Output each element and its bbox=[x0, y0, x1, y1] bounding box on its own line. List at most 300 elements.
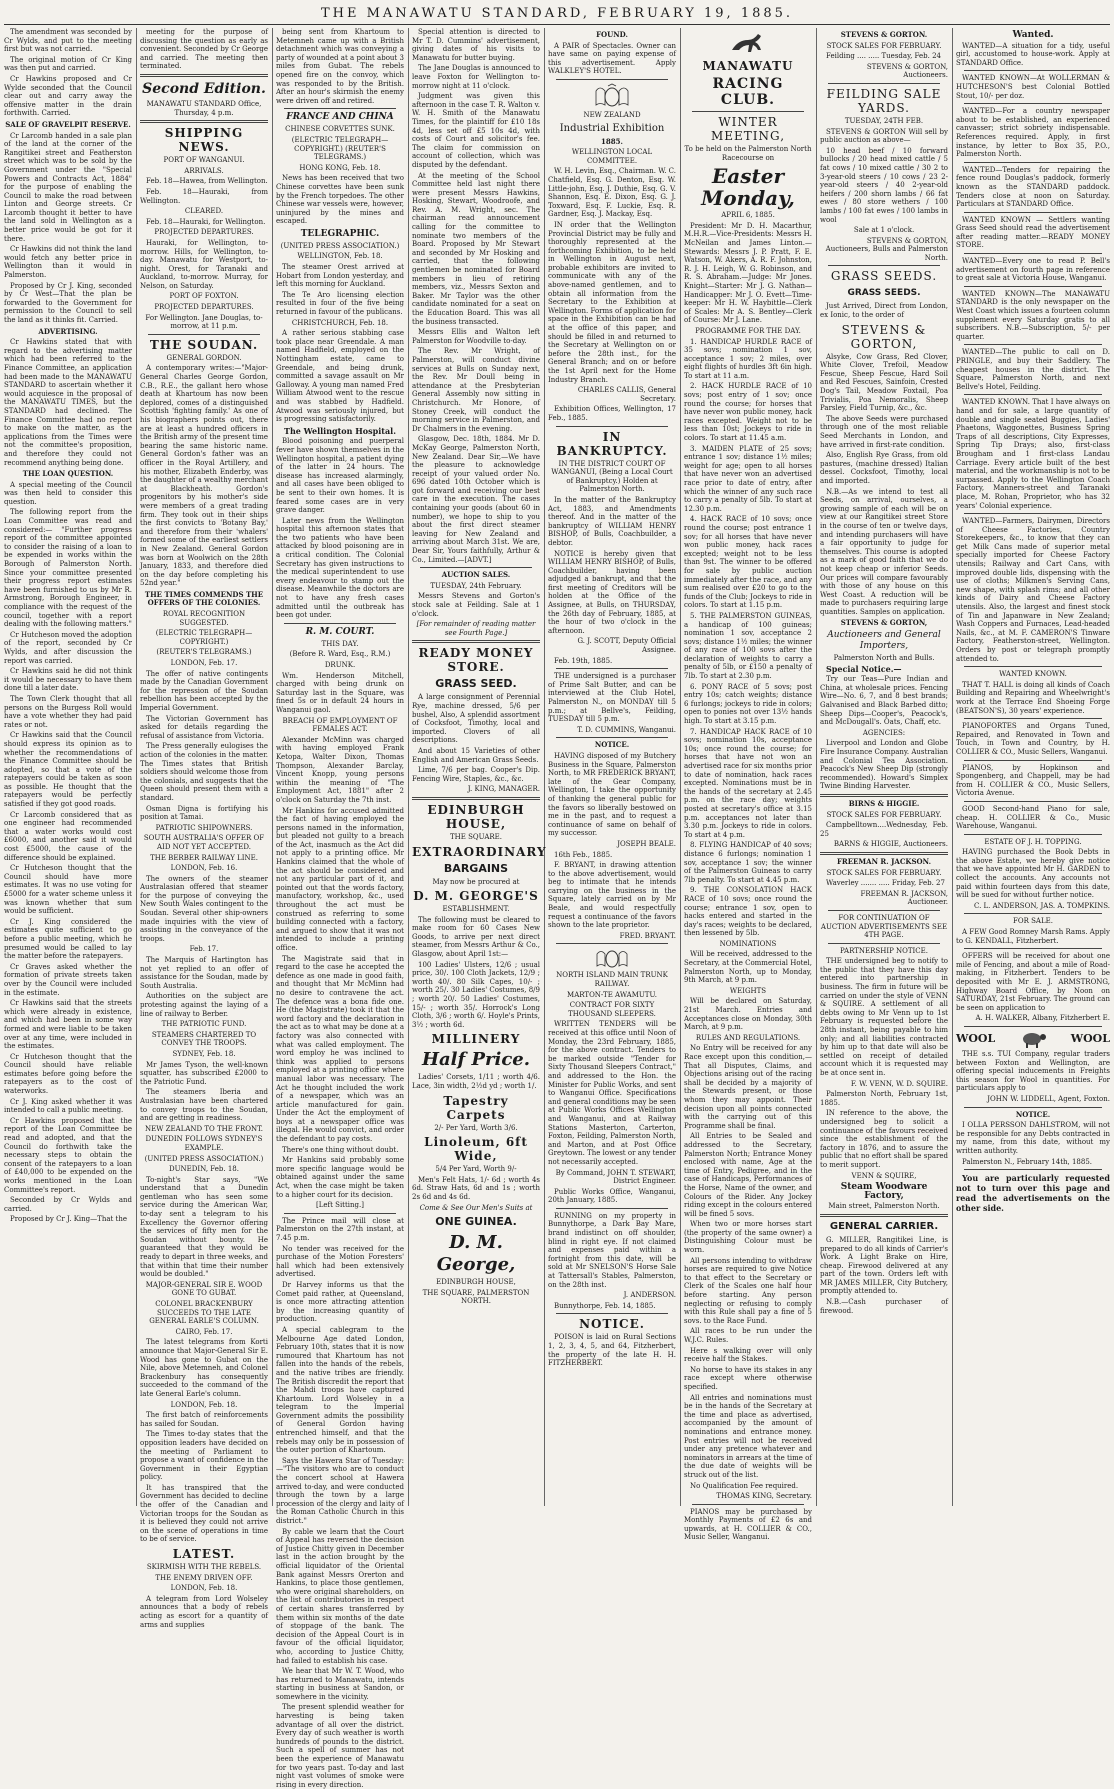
list-item: 3. MAIDEN PLATE of 25 sovs; entrance 1 sov; distance 1½ miles; weight for age; open to all horses that have never won an advertised race prior to date of entry, after which the winner of any such race to carry a penalty of 5lb. To start at 12.30 p.m. bbox=[684, 444, 812, 513]
subheading: ARRIVALS. bbox=[184, 166, 224, 175]
subheading: (Before R. Ward, Esq., R.M.) bbox=[289, 650, 391, 659]
notice-footer: You are particularly requested not to turn over this page and read the advertisements on the other side. bbox=[956, 1173, 1110, 1214]
signature: T. D. CUMMINS, Wanganui. bbox=[577, 725, 676, 734]
sheep-icon bbox=[1018, 1030, 1048, 1048]
paragraph: The present splendid weather for harvesting is being taken advantage of all over the district. Every day of such weather is worth hundreds of pounds to the district. Such a spell of summer has not been the experience of Manawatu for two years past. To-day and last night vast volumes of smoke were rising in every direction. bbox=[276, 1703, 404, 1789]
paragraph: The Rev. Mr Wright, of Palmerston, will conduct divine services at Bulls on Sunday next, the Rev. Mr Doull being in attendance at the Presbyterian General Assembly now sitting in Christchurch. Mr Honore, of Stoney Creek, will conduct the morning service in Palmerston, and Dr Chalmers in the evening. bbox=[412, 347, 540, 433]
subheading: APRIL 6, 1885. bbox=[721, 211, 775, 220]
paragraph: 100 Ladies' Ulsters, 12/6 ; usual price, 30/. 100 Cloth Jackets, 12/9 ; worth 40/. 80 Silk Capes, 10/- ; worth 25/. 30 Ladies' Costumes, 8/9 ; worth 20/. 50 Ladies' Costumes, 15/- ; worth 35/. Horrock's Long Cloth, 3/6 ; worth 6/. Hoyle's Prints, 3½ ; worth 6d. bbox=[412, 960, 540, 1029]
subheading: PROJECTED DEPARTURES. bbox=[154, 303, 254, 312]
classified-ad: WANTED—A situation for a tidy, useful girl, accustomed to house-work. Apply at STANDARD Office. bbox=[956, 41, 1110, 67]
subheading: SOUTH AUSTRALIA'S OFFER OF AID NOT YET ACCEPTED. bbox=[143, 834, 265, 851]
paragraph: The following must be cleared to make room for 60 Cases New Goods, to arrive per next direct steamer, from Messrs Arthur & Co., Glasgow, about April 1st:— bbox=[412, 915, 540, 959]
paragraph: Ladies' Corsets, 1/11 ; worth 4/6. Lace, 3in width, 2½d yd ; worth 1/. bbox=[412, 1073, 540, 1090]
paragraph: When two or more horses start (the property of the same owner) a Distinguishing Colour must be worn. bbox=[684, 1220, 812, 1255]
subheading: 5/4 Per Yard, Worth 9/- bbox=[435, 1165, 517, 1174]
divider bbox=[556, 79, 668, 80]
divider bbox=[964, 1107, 1102, 1108]
section-heading: TELEGRAPHIC. bbox=[300, 228, 380, 239]
column-4 bbox=[412, 28, 547, 1506]
divider bbox=[828, 83, 940, 84]
signature: VENN & SQUIRE, bbox=[851, 1171, 917, 1180]
paragraph: Feb. 19th, 1885. bbox=[554, 656, 613, 665]
divider bbox=[284, 1213, 396, 1214]
wool-label: WOOL bbox=[1070, 1031, 1110, 1045]
paragraph: Cr Hawkins did not think the land would fetch any better price in Wellington than it would in Palmerston. bbox=[4, 245, 132, 280]
section-heading: Wanted. bbox=[1012, 30, 1054, 40]
list-item: 5. THE PALMERSTON GUINEAS, a handicap of 100 guineas; nomination 1 sov, acceptance 2 sovs; distance 1½ miles; the winner of any race of 100 sovs after the declaration of weights to carry a penalty of 5lb, or £150 a penalty of 7lb. To start at 2.30 p.m. bbox=[684, 611, 812, 681]
divider bbox=[820, 794, 948, 797]
paragraph: Cr Hawkins proposed and Cr Wylde seconded that the Council clear out and carry away the offensive matter in the drain forthwith. Carried. bbox=[4, 74, 132, 118]
paragraph: There's one thing without doubt. bbox=[282, 1145, 399, 1154]
paragraph: And about 15 Varieties of other English and American Grass Seeds. bbox=[412, 746, 540, 764]
section-heading: IN BANKRUPTCY. bbox=[556, 429, 668, 458]
paragraph: The Te Aro licensing election resulted in four of the five being returned in favour of the publicans. bbox=[276, 290, 404, 317]
paragraph: No horse to have its stakes in any race except where otherwise specified. bbox=[684, 1365, 812, 1391]
paragraph: No tender was received for the purchase of the Motion Foresters' hall which had been extensively advertised. bbox=[276, 1244, 404, 1279]
column-rule bbox=[408, 28, 409, 1506]
divider bbox=[820, 1214, 948, 1217]
divider bbox=[964, 344, 1102, 345]
dateline: LONDON, Feb. 18. bbox=[170, 1584, 238, 1593]
paragraph: being sent from Khartoum to Metemneh came up with a British detachment which was conveying a party of wounded at a point about 3 miles from Gubat. The rebels opened fire on the convoy, which was responded to by the British. After an hour's skirmish the enemy were driven off and retired. bbox=[276, 28, 404, 105]
subheading: DRUNK. bbox=[324, 661, 356, 669]
paragraph: Dr Harvey informs us that the Comet paid rather, at Queensland, is once more attracting attention by the increasing quantity of production. bbox=[276, 1280, 404, 1324]
list-item: 4. HACK RACE of 10 sovs; once round the course; post entrance 1 sov; for all horses that have never won public money, hack races excepted; weight not to be less than 9st. The winner to be offered for sale by public auction immediately after the race, and any sum realised over £20 to go to the funds of the Club; Jockeys to ride in colors. To start at 1.15 p.m. bbox=[684, 515, 812, 610]
list-item: 6. PONY RACE of 5 sovs; post entry 10s; catch weights; distance 6 furlongs; jockeys to ride in colors; open to ponies not over 13½ hands high. To start at 3.15 p.m. bbox=[684, 682, 812, 726]
divider bbox=[964, 513, 1102, 514]
column-rule bbox=[544, 28, 545, 1506]
classified-ad: PIANOS, by Hopkinson and Spongenberg, and Chappell, may be had from H. COLLIER & CO., Music Sellers, Victoria Avenue. bbox=[956, 763, 1110, 798]
paragraph: Glasgow, Dec. 18th, 1884. Mr D. McKay George, Palmerston North, New Zealand. Dear Sir,—We have the pleasure to acknowledge receipt of your valued order No. 696 dated 10th October which is got forward and receiving our best care in the execution. The cases containing your goods (about 60 in number), we hope to ship to you about the first direct steamer leaving for New Zealand and arriving about March 31st. We are, Dear Sir, Yours faithfully, Arthur & Co., Limited.—[ADVT.] bbox=[412, 435, 540, 564]
paragraph: To be held on the Palmerston North Racecourse on bbox=[684, 145, 812, 162]
paragraph: HAVING disposed of my Butchery Business in the Square, Palmerston North, to MR FREDERICK BRYANT, late of the Gear Company, Wellington, I take the opportunity of thanking the general public for the favors so liberally bestowed on me in the past, and to request a continuance of same on behalf of my successor. bbox=[548, 751, 676, 838]
paragraph: Public Works Office, Wanganui, 20th January, 1885. bbox=[548, 1187, 676, 1205]
ad-heading: Steam Woodware Factory, bbox=[840, 1182, 928, 1201]
column-rule bbox=[680, 28, 681, 1506]
subheading: PORT OF WANGANUI. bbox=[163, 156, 245, 165]
paragraph: Will be received, addressed to the Secretary, at the Commercial Hotel, Palmerston North, up to Monday, 9th March, at 9 p.m. bbox=[684, 950, 812, 985]
paragraph: Feilding .... ..... Tuesday, Feb. 24 bbox=[826, 52, 942, 61]
paragraph: The following report from the Loan Committee was read and considered:— "Further progress report of the committee appointed to consider the raising of a loan to be expended in works within the Borough of Palmerston North. Since your committee presented their progress report estimates have been furnished to us by Mr R. Armstrong, Borough Engineer, in compliance with the request of the council, together with a report dealing with the following matters." bbox=[4, 508, 132, 629]
paragraph: Messrs Stevens and Gorton's stock sale at Feilding. Sale at 1 o'clock. bbox=[412, 592, 540, 618]
divider bbox=[140, 120, 268, 123]
classified-ad: WANTED—The public to call on D. PRINGLE, and buy their Saddlery. The cheapest houses in the district. The Square, Palmerston North, and next Bellve's Hotel, Feilding. bbox=[956, 348, 1110, 391]
dateline: SYDNEY, Feb. 18. bbox=[172, 1049, 236, 1058]
edition-subtitle: MANAWATU STANDARD Office, Thursday, 4 p.m. bbox=[146, 99, 262, 117]
subheading: PATRIOTIC SHIPOWNERS. bbox=[155, 823, 253, 832]
ad-heading: RACING CLUB. bbox=[712, 76, 784, 108]
column-6 bbox=[684, 28, 812, 1542]
subheading: TUESDAY, 24TH FEB. bbox=[844, 116, 924, 125]
list-item: 8. FLYING HANDICAP of 40 sovs; distance 6 furlongs; nomination 1 sov, acceptance 1 sov; the winner of the Palmerston Guineas to carry 7lb penalty. To start at 4.45 p.m. bbox=[684, 841, 812, 884]
dateline: Feb. 17. bbox=[189, 945, 219, 954]
subheading: (UNITED PRESS ASSOCIATION.) bbox=[144, 1154, 264, 1163]
divider bbox=[964, 948, 1102, 949]
signature: STEVENS & GORTON, Auctioneers. bbox=[866, 62, 948, 80]
paragraph: Special attention is directed to Mr T. D. Cummins' advertisement, giving dates of his visits to Manawatu for butter buying. bbox=[412, 28, 540, 62]
paragraph: G. MILLER, Rangitikei Line, is prepared to do all kinds of Carrier's Work. A Light Brake on Hire, cheap. Firewood delivered at any part of the town. Orders left with MR JAMES MILLER, City Butchery, promptly attended to. bbox=[820, 1235, 948, 1296]
list-item: 2. HACK HURDLE RACE of 10 sovs; post entry of 1 sov; once round the course; for horses that have never won public money, hack races excepted. Weight not to be less than 10st; Jockeys to ride in colors. To start at 11.45 a.m. bbox=[684, 382, 812, 443]
paragraph: Mr Hankins said probably some more specific language would be obtained against under the same Act, when the case might be taken to a higher court for its decision. bbox=[276, 1156, 404, 1199]
paragraph: F. BRYANT, in drawing attention to the above advertisement, would beg to intimate that he intends carrying on the business in the Square, lately carried on by Mr Beale, and would respectfully request a continuance of the favors shown to the late proprietor. bbox=[548, 861, 676, 930]
column-5 bbox=[548, 28, 676, 1506]
subheading: THE TIMES COMMENDS THE OFFERS OF THE COLONIES. bbox=[144, 589, 264, 608]
paragraph: POISON is laid on Rural Sections 1, 2, 3, 4, 5, and 64, Fitzherbert, the property of the late H. H. FITZHERBERT. bbox=[548, 1333, 676, 1368]
column-rule bbox=[136, 28, 137, 1506]
ad-heading: Linoleum, 6ft Wide, bbox=[424, 1135, 528, 1164]
ad-heading: Half Price. bbox=[421, 1049, 531, 1071]
ad-heading: D. M. George, bbox=[436, 1232, 516, 1276]
paragraph: Palmerston North, February 1st, 1885. bbox=[820, 1090, 948, 1107]
paragraph: Also, English Rye Grass, from old pastures, (machine dressed) Italian dessel. Cocksfoot, Timothy, local and imported. bbox=[820, 451, 948, 485]
ad-heading: FEILDING SALE YARDS. bbox=[826, 86, 942, 115]
subheading: MARTON-TE AWAMUTU. bbox=[567, 990, 657, 999]
list-item: Hauraki, for Wellington, to-morrow. Hills, for Wellington, to-day. Manawatu for Westport, to-night. Orest, for Taranaki and Auckland, to-morrow. Murray, for Nelson, on Saturday. bbox=[140, 238, 268, 290]
paragraph: Cr Hawkins said that the streets which were already in existence, and which had been in some way formed and were liable to be taken over at any time, were included in the estimates. bbox=[4, 999, 132, 1051]
divider bbox=[556, 1313, 668, 1314]
paragraph: Cr Hawkins said he did not think it would be necessary to have them done till a later date. bbox=[4, 667, 132, 693]
paragraph: Cr Hutcheson thought that the Council should have more estimates. It was no use voting for £5000 for a water scheme unless it was known whether that sum would be sufficient. bbox=[4, 864, 132, 916]
list-item: Feb. 18—Hauraki, from Wellington. bbox=[140, 187, 268, 205]
masthead: THE MANAWATU STANDARD, FEBRUARY 19, 1885. bbox=[320, 6, 794, 21]
signature: J. ANDERSON. bbox=[623, 1291, 676, 1300]
divider bbox=[556, 668, 668, 669]
section-heading: R. M. COURT. bbox=[305, 626, 375, 637]
paragraph: A rather serious stabbing case took place near Greendale. A man named Hadfield, employed on the Nottingham estate, came to Greendale, and being drunk, committed a savage assault on Mr Galloway. A young man named Fred William Atwood went to the rescue and was stabbed by Hadfield. Atwood was seriously injured, but is progressing satisfactorily. bbox=[276, 329, 404, 424]
classified-ad: WANTED—Farmers, Dairymen, Directors of Cheese Factories, Country Storekeepers, &c., to know that they can get Milk Cans made of superior metal specially imported for Cheese Factory utensils; Railway and Cart Cans, with improved double lids, dispensing with the use of cloths; Milkmen's Serving Cans, new shape, with splash rims; and all other kinds of Dairy and Cheese Factory utensils. Also, the largest and finest stock of Tin and Japanware in New Zealand; Wash Coppers and Furnaces, Lead-headed Nails, &c., at M. F. CAMERON'S Tinware Factory, Featherston-street, Wellington. Orders by post or telegraph promptly attended to. bbox=[956, 517, 1110, 663]
section-heading: LATEST. bbox=[172, 1547, 236, 1562]
divider bbox=[964, 394, 1102, 395]
coat-of-arms-icon bbox=[592, 947, 632, 969]
subheading: Special Notice.— bbox=[826, 663, 902, 674]
coat-of-arms-icon bbox=[592, 83, 632, 109]
paragraph: Cr Graves asked whether the formation of private streets taken over by the Council were included in the estimate. bbox=[4, 962, 132, 997]
classified-ad: GOOD Second-hand Piano for sale, cheap. H. COLLIER & Co., Music Warehouse, Wanganui. bbox=[956, 804, 1110, 831]
ad-heading: BARGAINS bbox=[443, 861, 509, 875]
divider bbox=[964, 103, 1102, 104]
subheading: ESTABLISHMENT. bbox=[442, 905, 510, 914]
signature: JOHN W. LIDDELL, Agent, Foxton. bbox=[987, 1094, 1110, 1103]
paragraph: [For remainder of reading matter see Fourth Page.] bbox=[416, 620, 536, 637]
column-rule bbox=[272, 28, 273, 1506]
subheading: WANTED KNOWN. bbox=[999, 670, 1067, 679]
subheading: NOMINATIONS bbox=[719, 939, 777, 948]
subheading: ROYAL RECOGNITION SUGGESTED. bbox=[162, 610, 246, 627]
paragraph: Campbelltown....Wednesday, Feb. 25 bbox=[820, 821, 948, 838]
paragraph: No Qualification Fee required. bbox=[690, 1481, 799, 1490]
divider bbox=[964, 212, 1102, 213]
subheading: BREACH OF EMPLOYMENT OF FEMALES ACT. bbox=[282, 716, 398, 734]
subheading: Come & See Our Men's Suits at bbox=[419, 1203, 533, 1212]
subheading: SKIRMISH WITH THE REBELS. bbox=[146, 1563, 262, 1572]
signature: JOSEPH BEALE. bbox=[617, 839, 676, 848]
paragraph: No Entry will be received for any Race except upon this condition,—That all Disputes, Claims, and Objections arising out of the racing shall be decided by a majority of the Stewards present, or those whom they may appoint. Their decision upon all points connected with the carrying out of this Programme shall be final. bbox=[684, 1044, 812, 1130]
paragraph: Says the Hawera Star of Tuesday:—"The visitors who are to conduct the concert school at Hawera arrived to-day, and were conducted through the town by a large procession of the clergy and laity of the Roman Catholic Church in this district." bbox=[276, 1456, 404, 1525]
divider bbox=[412, 797, 540, 800]
paragraph: A large consignment of Perennial Rye, machine dressed, 5/6 per bushel, Also, A splendid assortment of Cocksfoot, Timothy, local and imported. Clovers of all descriptions. bbox=[412, 693, 540, 745]
ad-heading: Tapestry Carpets bbox=[443, 1093, 509, 1122]
signature: FRED. BRYANT. bbox=[619, 931, 676, 940]
dateline: LONDON, Feb. 18. bbox=[170, 1400, 238, 1409]
subheading: MAJOR-GENERAL SIR E. WOOD GONE TO GUBAT. bbox=[145, 1280, 263, 1298]
dateline: DUNEDIN, Feb. 18. bbox=[169, 1165, 239, 1174]
divider bbox=[820, 852, 948, 855]
classified-ad: WANTED KNOWN—The MANAWATU STANDARD is the only newspaper on the West Coast which issues a fourteen column supplement every Saturday gratis to all subscribers. N.B.—Subscription, 5/- per quarter. bbox=[956, 289, 1110, 341]
dateline: LONDON, Feb. 17. bbox=[170, 659, 238, 668]
subheading: May now be procured at bbox=[432, 877, 520, 886]
signature: By Command, JOHN T. STEWART, District Engineer. bbox=[555, 1168, 676, 1186]
ad-heading: WINTER MEETING, bbox=[710, 115, 786, 143]
section-heading: NOTICE. bbox=[579, 1317, 645, 1332]
subheading: THE ENEMY DRIVEN OFF. bbox=[155, 1573, 253, 1582]
paragraph: A telegram from Lord Wolseley announces that a body of rebels acting as escort for a quantity of arms and supplies bbox=[140, 1594, 268, 1629]
ad-heading: STEVENS & GORTON, bbox=[840, 618, 928, 628]
list-item: Feb. 18—Hauraki, for Wellington. bbox=[146, 217, 266, 226]
paragraph: The first batch of reinforcements has sailed for Soudan. bbox=[140, 1411, 268, 1428]
paragraph: A contemporary writes:—"Major-General Charles George Gordon, C.B., R.E., the gallant hero whose death at Khartoum has now been deplored, comes of a distinguished Scottish 'fighting family.' As one of his biographers points out, there are at least a hundred officers in the British army of the present time bearing the same historic name. General Gordon's father was an officer in the Royal Artillery, and his mother, Elizabeth Enderby, was the daughter of a wealthy merchant at Blackheath. Gordon's progenitors by his mother's side were members of a great trading firm. They took out in their ships the first convicts to 'Botany Bay,' and therefore from their 'whalers' formed some of the earliest settlers in New Zealand. General Gordon was born at Woolwich on the 28th January, 1833, and therefore died on the day before completing his 52nd year." bbox=[140, 364, 268, 588]
paragraph: It has transpired that the Government has decided to decline the offer of the Canadian and Victorian troops for the Soudan as it is believed they could not arrive on the scene of operations in time to be of service. bbox=[140, 1483, 268, 1544]
classified-ad: OFFERS will be received for about one mile of Fencing, and about a mile of Road-making, in Fitzherbert. Tenders to be deposited with Mr E. J. ARMSTRONG, Highway Board Office, by Noon on SATURDAY, 21st February. The ground can be seen on application to bbox=[956, 952, 1110, 1012]
section-heading: THE SOUDAN. bbox=[149, 337, 259, 352]
paragraph: Men's Felt Hats, 1/- 6d ; worth 4s 6d. Straw Hats, 6d and 1s ; worth 2s 6d and 4s 6d. bbox=[412, 1175, 540, 1201]
divider bbox=[692, 1504, 804, 1505]
signature: FREEMAN R. JACKSON, Auctioneer. bbox=[860, 889, 948, 907]
paragraph: The Prince mail will close at Palmerston on the 27th instant, at 7.45 p.m. bbox=[276, 1216, 404, 1242]
paragraph: Seconded by Cr Wylds and carried. bbox=[4, 1196, 132, 1213]
divider bbox=[556, 737, 668, 738]
subheading: CONTRACT FOR SIXTY THOUSAND SLEEPERS. bbox=[568, 1001, 656, 1018]
list-item: 7. HANDICAP HACK RACE of 10 sovs; nomination 10s, acceptance 10s; once round the course; for horses that have not won an advertised race for six months prior to date of nomination, hack races excepted. Nominations must be in the hands of the secretary at 2.45 p.m. on the race day; weights posted at secretary's office at 3.15 p.m. acceptances not later than 3.30 p.m. Jockeys to ride in colors. To start at 4 p.m. bbox=[684, 727, 812, 839]
subheading: THE PATRIOTIC FUND. bbox=[161, 1020, 247, 1029]
classified-ad: A FEW Good Romney Marsh Rams. Apply to G. KENDALL, Fitzherbert. bbox=[956, 928, 1110, 945]
paragraph: The Jane Douglas is announced to leave Foxton for Wellington to-morrow night at 11 o'clock. bbox=[412, 64, 540, 90]
paragraph: Liverpool and London and Globe Fire Insurance Company. Australian and Colonial Tea Association. Peacock's New Sheep Dip (strongly recommended). Howard's Simplex Twine Binding Harvester. bbox=[820, 739, 948, 791]
subheading: 1885. bbox=[601, 136, 623, 146]
paragraph: The Press generally eulogises the action of the colonies in the matter. The Times states that British soldiers should welcome those from the colonials, and suggests that the Queen should present them with a standard. bbox=[140, 742, 268, 802]
paragraph: We hear that Mr W. T. Wood, who has returned to Manawatu, intends starting in business at Sandon, or somewhere in the vicinity. bbox=[276, 1667, 404, 1701]
subheading: (ELECTRIC TELEGRAPH—COPYRIGHT.) bbox=[155, 629, 253, 646]
divider bbox=[964, 162, 1102, 163]
ad-heading: STEVENS & GORTON. bbox=[840, 30, 928, 39]
subheading: [Left Sitting.] bbox=[316, 1201, 364, 1210]
ad-heading: D. M. GEORGE'S bbox=[413, 889, 539, 904]
paragraph: Cr Hutcheson thought that the Council should have reliable estimates before going before the ratepayers as to the cost of waterworks. bbox=[4, 1052, 132, 1096]
ad-heading: MANAWATU bbox=[702, 59, 794, 73]
paragraph: Main street, Palmerston North. bbox=[828, 1202, 940, 1211]
paragraph: In the matter of the Bankruptcy Act, 1883, and Amendments thereof. And in the matter of the bankruptcy of WILLIAM HENRY BISHOP, of Bulls, Coachbuilder, a debtor. bbox=[548, 495, 676, 547]
subheading: THIS DAY. bbox=[321, 639, 359, 648]
ad-heading: GRASS SEEDS. bbox=[847, 288, 921, 299]
paragraph: The offer of native contingents made by the Canadian Government for the repression of the Soudan rebellion has been accepted by the Imperial Government. bbox=[140, 669, 268, 712]
subheading: (UNITED PRESS ASSOCIATION.) bbox=[280, 241, 400, 250]
divider bbox=[556, 1208, 668, 1209]
paragraph: The above Seeds were purchased through one of the most reliable Seed Merchants in London, and have arrived in first-rate condition. bbox=[820, 414, 948, 449]
divider bbox=[284, 108, 396, 109]
subheading: WEIGHTS bbox=[729, 986, 767, 995]
paragraph: At the meeting of the School Committee held last night there were present Messrs Hawkins, Hosking, Stewart, Woodroofe, and Rev. A. M. Wright, sec. The chairman read announcement calling for the committee to nominate two members of the Board. Proposed by Mr Stewart and seconded by Mr Hosking and carried, that the following gentlemen be nominated for Board members in lieu of retiring members, viz., Messrs Sexton and Baker. Mr Taylor was the other candidate nominated for a seat on the Education Board. This was all the business transacted. bbox=[412, 171, 540, 326]
paragraph: WRITTEN TENDERS will be received at this office until Noon of Monday, the 23rd February, 1885, for the above contract. Tenders to be marked outside "Tender for Sixty Thousand Sleepers Contract," and addressed to the Hon. the Minister for Public Works, and sent to Wanganui Office. Specifications and general conditions may be seen at Public Works Offices Wellington and Wanganui, and at Railway Stations Masterton, Carterton, Foxton, Feilding, Palmerston North, and Marton, and at Post Office Greytown. The lowest or any tender not necessarily accepted. bbox=[548, 1020, 676, 1166]
section-heading: AUCTION SALES. bbox=[441, 570, 511, 580]
classified-ad: THE s.s. TUI Company, regular traders between Foxton and Wellington, are offering special inducements in Freights this season for Wool in quantities. For particulars apply to bbox=[956, 1049, 1110, 1093]
paragraph: Wm. Henderson Mitchell, charged with being drunk on Saturday last in the Square, was fined 5s or in default 24 hours in Wanganui gaol. bbox=[276, 671, 404, 714]
subheading: CLEARED. bbox=[184, 207, 224, 216]
paragraph: N.B.—Cash purchaser of firewood. bbox=[820, 1298, 948, 1315]
paragraph: The Victorian Government has asked for details regarding the refusal of assistance from Victoria. bbox=[140, 714, 268, 740]
column-1 bbox=[4, 28, 132, 1506]
paragraph: All entries and nominations must be in the hands of the Secretary at the time and place as advertised, accompanied by the amount of nominations and entrance money. Post entries will not be received under any pretence whatever and nominators in arrears at the time of the due date of weights will be struck out of the list. bbox=[684, 1393, 812, 1479]
paragraph: All races to be run under the W.J.C. Rules. bbox=[684, 1327, 812, 1344]
paragraph: Palmerston North and Bulls. bbox=[833, 654, 935, 663]
paragraph: News has been received that two Chinese corvettes have been sunk by the French torpedoes. The other Chinese war vessels were, however, uninjured by the mines and escaped. bbox=[276, 174, 404, 226]
subheading: Auctioneers and General Importers, bbox=[827, 630, 941, 652]
paragraph: The steamers Iberia and Australasian have been chartered to convey troops to the Soudan, and are getting in readiness. bbox=[140, 1088, 268, 1123]
list-item: 10 head beef / 10 forward bullocks / 20 head mixed cattle / 5 fat cows / 10 mixed cattle / 30 2 to 3-year-old steers / 10 cows / 23 2-year-old steers / 40 2-year-old heifers / 200 shorn lambs / 66 fat ewes / 80 store wethers / 100 lambs / 100 fat ewes / 100 lambs in wool bbox=[820, 146, 948, 224]
paragraph: Cr Larcomb considered that as one engineer had recommended that a water works would cost £6000, and another said it would cost £5000, the cause of the difference should be explained. bbox=[4, 810, 132, 862]
classified-ad: THAT T. HALL is doing all kinds of Coach Building and Repairing and Wheelwright's work at the Terrace End Shoeing Forge (BEATSON'S), 30 years' experience. bbox=[956, 680, 1110, 715]
signature: G. J. SCOTT, Deputy Official Assignee. bbox=[577, 637, 676, 655]
paragraph: Mr Hankins for accused admitted the fact of having employed the persons named in the information, but pleaded not guilty to a breach of the Act, inasmuch as the Act did not apply to a printing office. Mr Hankins claimed that the whole of the act should be considered and not any particular part of it, and pointed out that the words factory, manufactory, workshop, &c., used throughout the act must be construed as referring to some building connected with a factory, and argued to show that it was not intended to include a printing office. bbox=[276, 806, 404, 952]
subheading: STOCK SALES FOR FEBRUARY. bbox=[826, 868, 942, 877]
paragraph: Waverley ....... ..... Friday, Feb. 27 bbox=[826, 879, 945, 888]
section-heading: FOUND. bbox=[596, 30, 628, 39]
ad-heading: Industrial Exhibition bbox=[559, 122, 665, 134]
dateline: HONG KONG, Feb. 18. bbox=[299, 163, 381, 172]
classified-ad: WANTED—Tenders for repairing the fence round Douglas's paddock, formerly known as the STANDARD paddock. Tenders close at noon on Saturday. Particulars at STANDARD Office. bbox=[956, 165, 1110, 209]
classified-ad: WANTED—Every one to read P. Bell's advertisement on fourth page in reference to great sale at Victoria House, Wanganui. bbox=[956, 257, 1110, 283]
paragraph: All Entries to be Sealed and addressed to the Secretary, Palmerston North; Entrance Money enclosed with name, Age at the time of Entry, Pedigree, and in the case of Handicaps, Performances of the Horse, Name of the owner, and Colours of the Rider. Any Jockey riding except in the colours entered will be fined 5 sovs. bbox=[684, 1132, 812, 1218]
subheading: DUNEDIN FOLLOWS SYDNEY'S EXAMPLE. bbox=[145, 1135, 263, 1152]
paragraph: Will be declared on Saturday, 21st March. Entries and Acceptances close on Monday, 30th March, at 9 p.m. bbox=[684, 997, 812, 1032]
column-8 bbox=[956, 28, 1110, 1506]
paragraph: Proposed by Cr J. King, seconded by Cr West—That the plan be forwarded to the Government for permission to the Council to sell the land as it thinks fit. Carried. bbox=[4, 281, 132, 324]
section-heading: THE LOAN QUESTION. bbox=[22, 469, 114, 479]
divider bbox=[964, 834, 1102, 835]
list-item: 1. HANDICAP HURDLE RACE of 35 sovs; nomination 1 sov, acceptance 1 sov; 2 miles, over eight flights of hurdles 3ft 6in high. To start at 11 a.m. bbox=[684, 337, 812, 380]
subheading: EDINBURGH HOUSE, bbox=[436, 1278, 516, 1287]
subheading: THE SQUARE, PALMERSTON NORTH. bbox=[422, 1288, 530, 1306]
divider bbox=[964, 718, 1102, 719]
paragraph: Try our Teas—Pure Indian and China, at wholesale prices. Fencing Wire—No. 6, 7, and 8 best brands; Galvanised and Black Barbed ditto; Sheep Dips—Cooper's, Peacock's, and McDougall's. Oats, Chaff, etc. bbox=[820, 675, 948, 727]
classified-ad: I OLLA PERSSON DAHLSTROM, will not be responsible for any Debts contracted in my name, from this date, without my written authority. bbox=[956, 1121, 1110, 1155]
paragraph: meeting for the purpose of discussing the question as early as convenient. Seconded by Cr George and carried. The meeting then terminated. bbox=[140, 28, 268, 71]
subheading: ESTATE OF J. H. TOPPING. bbox=[984, 837, 1082, 846]
subheading: GENERAL GORDON. bbox=[166, 353, 242, 362]
paragraph: The amendment was seconded by Cr Wylds, and put to the meeting first but was not carried. bbox=[4, 28, 132, 54]
signature: BARNS & HIGGIE, Auctioneers. bbox=[833, 840, 948, 849]
paragraph: RUNNING on my property in Bunnythorpe, a Dark Bay Mare, brand indistinct on off shoulder, blind in right eye. If not claimed and expenses paid within a fortnight from this date, will be sold at Mr SNELSON'S Horse Sale at Tattersall's Stables, Palmerston, on the 28th inst. bbox=[548, 1211, 676, 1289]
paragraph: Alsyke, Cow Grass, Red Clover, White Clover, Trefoil, Meadow Fescue, Sheep Fescue, Hard Soil and Red Fescues, Sainfoin, Crested Dog's Tail, Meadow Foxtail, Poa Trivialis, Poa Nemoralis, Sheep Parsley, Field Turnip, &c., &c. bbox=[820, 352, 948, 413]
signature: CHARLES CALLIS, General Secretary. bbox=[577, 386, 676, 403]
paragraph: IN reference to the above, the undersigned beg to solicit a continuance of the favours received since the establishment of the factory in 1876, and to assure the public that no effort shall be spared to merit support. bbox=[820, 1109, 948, 1169]
masthead-rule bbox=[4, 24, 1110, 25]
dateline: LONDON, Feb. 16. bbox=[170, 864, 238, 873]
paragraph: The owners of the steamer Australasian offered that steamer for the purpose of conveying the New South Wales contingent to the Soudan. Several other ship-owners made inquiries with the view of assisting in the conveyance of the troops. bbox=[140, 874, 268, 943]
subheading: STOCK SALES FOR FEBRUARY. bbox=[826, 41, 942, 50]
classified-ad: WANTED KNOWN. That I have always on hand and for sale, a large quantity of double and single seated Buggies, Ladies' Phaetons, Waggonettes, Business Spring Traps of all descriptions, City Expresses, Spring Tip Drays; also, first-class Brougham and 1 first-class Landau Carriage. Every article built of the best material, and the workmanship is not to be surpassed. Apply to the Wellington Coach Factory, Manners-street and Taranaki place, M. Rohan, Proprietor, who has 32 years' Colonial experience. bbox=[956, 398, 1110, 510]
paragraph: A special cablegram to the Melbourne Age dated London, February 10th, states that it is now rumoured that Khartoum has not fallen into the hands of the rebels, and the native tribes are friendly. The British discredit the report that the Mahdi troops have captured Khartoum. Lord Wolseley in a telegram to the Imperial Government admits the possibility of General Gordon having entrenched himself, and that the rebels may only be in possession of the outer portion of Khartoum. bbox=[276, 1325, 404, 1455]
divider bbox=[964, 286, 1102, 287]
paragraph: Messrs Ellis and Walton left Palmerston for Woodville to-day. bbox=[412, 328, 540, 345]
paragraph: W. H. Levin, Esq., Chairman. W. C. Chatfield, Esq. G. Denton, Esq. W. Little-john, Esq. J. Duthie, Esq. G. V. Shannon, Esq. E. Dixon, Esq. G. J. Toxward, Esq. F. Luckie, Esq. R. Gardner, Esq. J. Mackay, Esq. bbox=[548, 167, 676, 219]
ad-heading: EXTRAORDINARY bbox=[412, 844, 547, 859]
paragraph: Authorities on the subject are protesting against the laying of a line of railway to Berber. bbox=[140, 992, 268, 1018]
classified-ad: HAVING purchased the Book Debts in the above Estate, we hereby give notice that we have appointed Mr H. GARDEN to collect the accounts. Any accounts not paid within fourteen days from this date, will be sued for without further notice. bbox=[956, 848, 1110, 900]
paragraph: To-night's Star says, "We understand that a Dunedin gentleman who has seen some service during the American War, to-day sent a telegram to his Excellency the Governor offering the services of fifty men for the Soudan without bounty. He guaranteed that they would be ready to depart in three weeks, and that within that time their number would be doubled." bbox=[140, 1175, 268, 1279]
ad-heading: BIRNS & HIGGIE. bbox=[848, 798, 920, 808]
section-heading: The Wellington Hospital. bbox=[284, 425, 396, 436]
ad-heading: FREEMAN R. JACKSON. bbox=[836, 856, 932, 866]
subheading: PORT OF FOXTON. bbox=[169, 292, 239, 301]
subheading: PROGRAMME FOR THE DAY. bbox=[695, 326, 801, 335]
paragraph: A PAIR of Spectacles. Owner can have same on paying expense of this advertisement. Apply WALKLEY'S HOTEL. bbox=[548, 41, 676, 76]
ad-heading: ONE GUINEA. bbox=[435, 1215, 517, 1229]
paragraph: NOTICE is hereby given that WILLIAM HENRY BISHOP, of Bulls, Coachbuilder, having been adjudged a bankrupt, and that the first meeting of Creditors will be holden at the Office of the Assignee, at Bulls, on THURSDAY, the 26th day of February, 1885, at the hour of two o'clock in the afternoon. bbox=[548, 549, 676, 635]
ad-heading: Easter Monday, bbox=[701, 164, 795, 211]
paragraph: Cr Hawkins stated that with regard to the advertising matter which had been referred to the Finance Committee, an application had been made to the MANAWATU STANDARD to ascertain whether it would acquiesce in the proposal of the MANAWATU TIMES, but the STANDARD had declined. The Finance Committee had no report to make on the matter, as the applications from the Times were not the committee's proposition, and therefore they could not recommend anything being done. bbox=[4, 338, 132, 467]
paragraph: Bunnythorpe, Feb. 14, 1885. bbox=[554, 1301, 656, 1310]
paragraph: Cr Hutcheson moved the adoption of the report, seconded by Cr Wylds, and after discussion the report was carried. bbox=[4, 630, 132, 665]
paragraph: Blood poisoning and puerperal fever have shown themselves in the Wellington hospital, a patient dying of the latter in 24 hours. The disease has increased alarmingly, and all cases have been obliged to be sent to their own homes. It is feared some cases are in very grave danger. bbox=[276, 437, 404, 515]
column-2 bbox=[140, 28, 268, 1629]
paragraph: Exhibition Offices, Wellington, 17 Feb., 1885. bbox=[548, 405, 676, 422]
classified-ad: WANTED—For a country newspaper about to be established, an experienced canvasser; strict sobriety indispensable. References required. Apply, in first instance, by letter to Box 35, P.O., Palmerston North. bbox=[956, 107, 1110, 159]
section-heading: FRANCE AND CHINA bbox=[286, 112, 394, 123]
signature: F. W. VENN, W. D. SQUIRE. bbox=[850, 1079, 948, 1088]
paragraph: The steamer Orest arrived at Hobart from London yesterday, and left this morning for Auckland. bbox=[276, 263, 404, 289]
paragraph: N.B.—As we intend to test all Seeds, on arrival, ourselves, a growing sample of each will be on view at our Rangitikei street Store in the course of ten or twelve days, and intending purchasers will have a fair opportunity to judge for themselves. This course is adopted as a mark of good faith that we do not keep cheap or inferior Seeds. Our prices will compare favourably with those of any house on this West Coast. A reduction will be made to purchasers requiring large quantities. Samples on application. bbox=[820, 487, 948, 616]
divider bbox=[828, 910, 940, 911]
classified-ad: WANTED KNOWN—At WOLLERMAN & HUTCHESON'S best Colonial Bottled Stout, 10/- per doz. bbox=[956, 74, 1110, 100]
paragraph: THE undersigned beg to notify to the public that they have this day entered into partnership in business. The firm in future will be carried on under the style of VENN & SQUIRE. A settlement of all debts owing to Mr Venn up to 1st February is requested before the 28th instant, being payable to him only; and all liabilities contracted by him up to that date will also be settled on receipt of detailed account which it is requested may be at once sent in. bbox=[820, 957, 948, 1077]
paragraph: Cr Hawkins said that the Council should express its opinion as to whether the recommendations of the Finance Committee should be adopted, so that a vote of the ratepayers could be taken as soon as possible. He thought that the ratepayers would be perfectly satisfied if they got good roads. bbox=[4, 731, 132, 809]
signature: J. KING, MANAGER. bbox=[467, 785, 540, 794]
subheading: NEW ZEALAND bbox=[583, 110, 641, 119]
paragraph: Just Arrived, Direct from London, ex Ionic, to the order of bbox=[820, 302, 948, 320]
section-heading: SHIPPING NEWS. bbox=[164, 126, 244, 155]
wool-header bbox=[956, 1030, 1110, 1048]
paragraph: THE undersigned is a purchaser of Prime Salt Butter, and can be interviewed at the Club Hotel, Palmerston N., on MONDAY till 5 p.m.; at Bellve's, Feilding, TUESDAY till 5 p.m. bbox=[548, 672, 676, 724]
ad-heading: GENERAL CARRIER. bbox=[829, 1220, 939, 1232]
divider bbox=[556, 943, 668, 944]
paragraph: The Times to-day states that the opposition leaders have decided on the meeting of Parliament to propose a want of confidence in the Government in their Egyptian policy. bbox=[140, 1430, 268, 1482]
ad-heading: MILLINERY bbox=[431, 1032, 521, 1047]
classified-ad: WANTED KNOWN — Settlers wanting Grass Seed should read the advertisement after reading matter.—READY MONEY STORE. bbox=[956, 215, 1110, 250]
section-heading: NOTICE. bbox=[594, 740, 630, 750]
subheading: NORTH ISLAND MAIN TRUNK RAILWAY. bbox=[556, 971, 668, 989]
subheading: PROJECTED DEPARTURES. bbox=[154, 228, 254, 237]
divider bbox=[828, 265, 940, 266]
subheading: THE SQUARE. bbox=[450, 832, 502, 841]
paragraph: The original motion of Cr King was then put and carried. bbox=[4, 55, 132, 73]
divider bbox=[556, 426, 668, 427]
paragraph: Proposed by Cr J. King—That the bbox=[10, 1215, 128, 1224]
paragraph: IN order that the Wellington Provincial District may be fully and thoroughly represented at the forthcoming Exhibition, to be held in Wellington in August next, probable exhibitors are invited to communicate with any of the above-named gentlemen, and to obtain all information from the Secretary to the Exhibition at Wellington. Forms of application for space in the Exhibition can be had at the office of this paper, and should be filled in and returned to the Secretary at Wellington on or before the 28th inst., for the General Branch; and on or before the 1st April next for the Home Industry Branch. bbox=[548, 220, 676, 384]
paragraph: Cr Larcomb handed in a sale plan of the land at the corner of the Rangitikei street and Featherston street which was to be sold by the Government under the "Special Powers and Contracts Act, 1884" for the purpose of enabling the Council to make the road between Linton and George streets. Cr Larcomb thought it better to have the land sold in Wellington as a better price would be got for it there. bbox=[4, 131, 132, 243]
paragraph: Later news from the Wellington hospital this afternoon states that the two patients who have been attacked by blood poisoning are in a critical condition. The Colonial Secretary has given instructions to the medical superintendent to use every endeavour to stamp out the disease. Meanwhile the doctors are not to have any fresh cases admitted until the outbreak has been got under. bbox=[276, 516, 404, 620]
paragraph: All persons intending to withdraw horses are required to give Notice to that effect to the Secretary or Clerk of the Scales one half hour before starting. Any person neglecting or refusing to comply with this Rule shall pay a fine of 5 sovs. to the Race Fund. bbox=[684, 1256, 812, 1325]
subheading: CHINESE CORVETTES SUNK. bbox=[285, 125, 395, 134]
paragraph: Here s walking over will only receive half the Stakes. bbox=[684, 1346, 812, 1364]
paragraph: By cable we learn that the Court of Appeal has reversed the decision of Justice Chitty given in December last in the action brought by the official liquidator of the Oriental Bank against Messrs Orerton and Hankins, to place those gentlemen, who were original shareholders, on the list of contributories in respect of certain shares transferred by them within six months of the date of stoppage of the bank. The decision of the Appeal Court is in favour of the official liquidator, who, according to Justice Chitty, had failed to establish his case. bbox=[276, 1527, 404, 1665]
signature: A. H. WALKER, Albany, Fitzherbert E. bbox=[975, 1014, 1110, 1023]
section-heading: SALE OF GRAVELPIT RESERVE. bbox=[5, 119, 131, 129]
subheading: NEW ZEALAND TO THE FRONT. bbox=[145, 1124, 263, 1133]
column-3 bbox=[276, 28, 404, 1789]
section-heading: ADVERTISING. bbox=[38, 326, 98, 336]
subheading: AGENCIES: bbox=[862, 728, 906, 737]
paragraph: FOR CONTINUATION OF AUCTION ADVERTISEMENTS SEE 4TH PAGE. bbox=[820, 913, 948, 940]
